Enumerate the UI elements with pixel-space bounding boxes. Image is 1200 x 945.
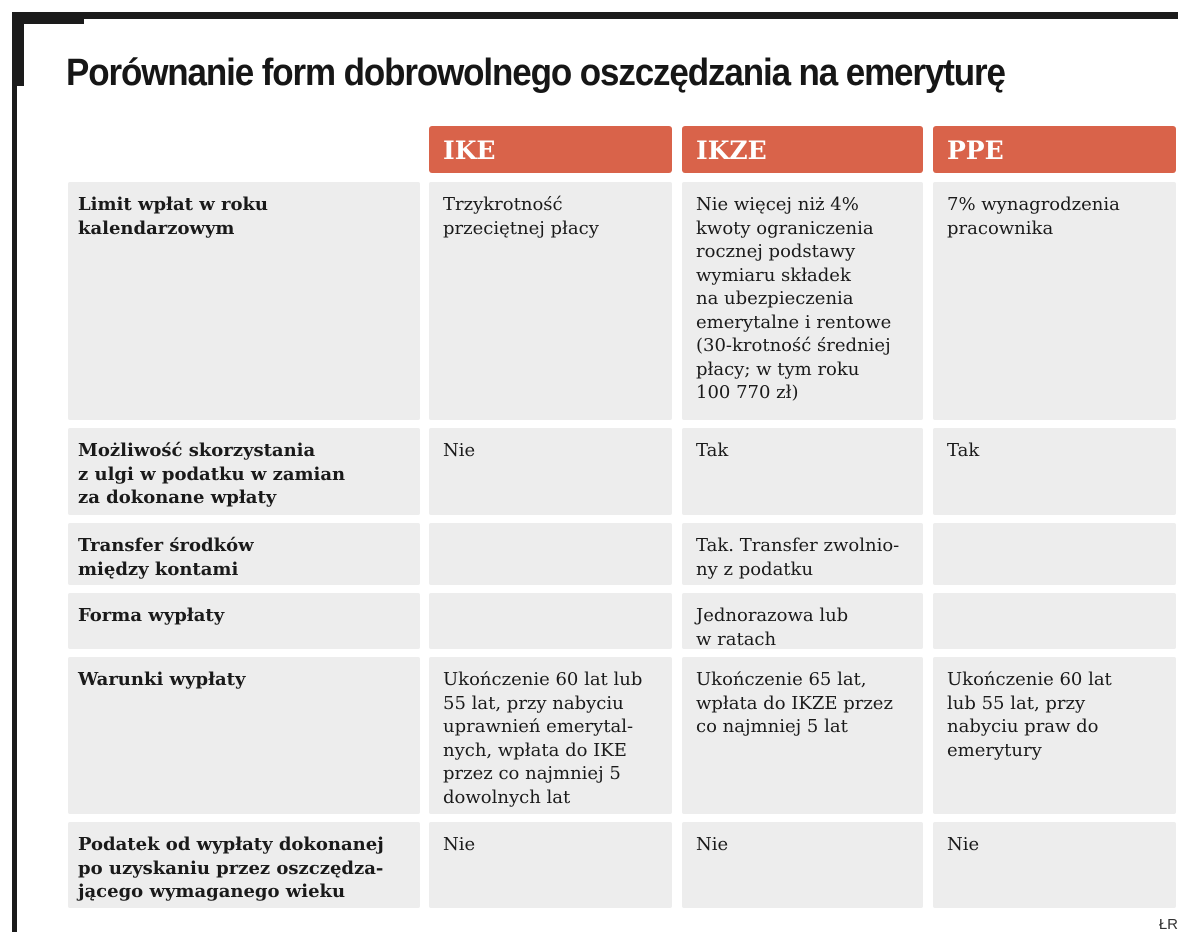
- cell-limit-ppe: 7% wynagrodzenia pracownika: [933, 182, 1176, 420]
- row-label-payout-conditions: Warunki wypłaty: [68, 657, 420, 814]
- cell-tax-relief-ikze: Tak: [682, 428, 923, 515]
- row-label-payout-form: Forma wypłaty: [68, 593, 420, 649]
- cell-transfer-ppe: [933, 523, 1176, 585]
- frame-left-rule: [12, 12, 17, 932]
- column-header-ike: IKE: [429, 126, 672, 173]
- cell-payout-tax-ppe: Nie: [933, 822, 1176, 908]
- row-label-tax-relief: Możliwość skorzystania z ulgi w podatku w zamian za dokonane wpłaty: [68, 428, 420, 515]
- cell-limit-ikze: Nie więcej niż 4% kwoty ograniczenia rocznej podstawy wymiaru składek na ubezpieczenia emerytalne i rentowe (30-krotność średniej płacy; w tym roku 100 770 zł): [682, 182, 923, 420]
- cell-payout-form-ppe: [933, 593, 1176, 649]
- row-label-limit: Limit wpłat w roku kalendarzowym: [68, 182, 420, 420]
- column-header-ppe: PPE: [933, 126, 1176, 173]
- row-label-payout-tax: Podatek od wypłaty dokonanej po uzyskaniu przez oszczędza- jącego wymaganego wieku: [68, 822, 420, 908]
- cell-payout-tax-ike: Nie: [429, 822, 672, 908]
- cell-tax-relief-ppe: Tak: [933, 428, 1176, 515]
- frame-top-rule: [12, 12, 1178, 19]
- cell-payout-conditions-ppe: Ukończenie 60 lat lub 55 lat, przy nabyciu praw do emerytury: [933, 657, 1176, 814]
- cell-payout-tax-ikze: Nie: [682, 822, 923, 908]
- cell-tax-relief-ike: Nie: [429, 428, 672, 515]
- author-credit: ŁR: [1158, 916, 1178, 933]
- page-title: Porównanie form dobrowolnego oszczędzania na emeryturę: [66, 52, 1005, 94]
- cell-limit-ike: Trzykrotność przeciętnej płacy: [429, 182, 672, 420]
- cell-payout-conditions-ikze: Ukończenie 65 lat, wpłata do IKZE przez co najmniej 5 lat: [682, 657, 923, 814]
- row-label-transfer: Transfer środków między kontami: [68, 523, 420, 585]
- cell-payout-form-ike: [429, 593, 672, 649]
- cell-payout-form-ikze: Jednorazowa lub w ratach: [682, 593, 923, 649]
- cell-payout-conditions-ike: Ukończenie 60 lat lub 55 lat, przy nabyciu uprawnień emerytal- nych, wpłata do IKE przez co najmniej 5 dowolnych lat: [429, 657, 672, 814]
- column-header-ikze: IKZE: [682, 126, 923, 173]
- cell-transfer-ikze: Tak. Transfer zwolnio- ny z podatku: [682, 523, 923, 585]
- cell-transfer-ike: [429, 523, 672, 585]
